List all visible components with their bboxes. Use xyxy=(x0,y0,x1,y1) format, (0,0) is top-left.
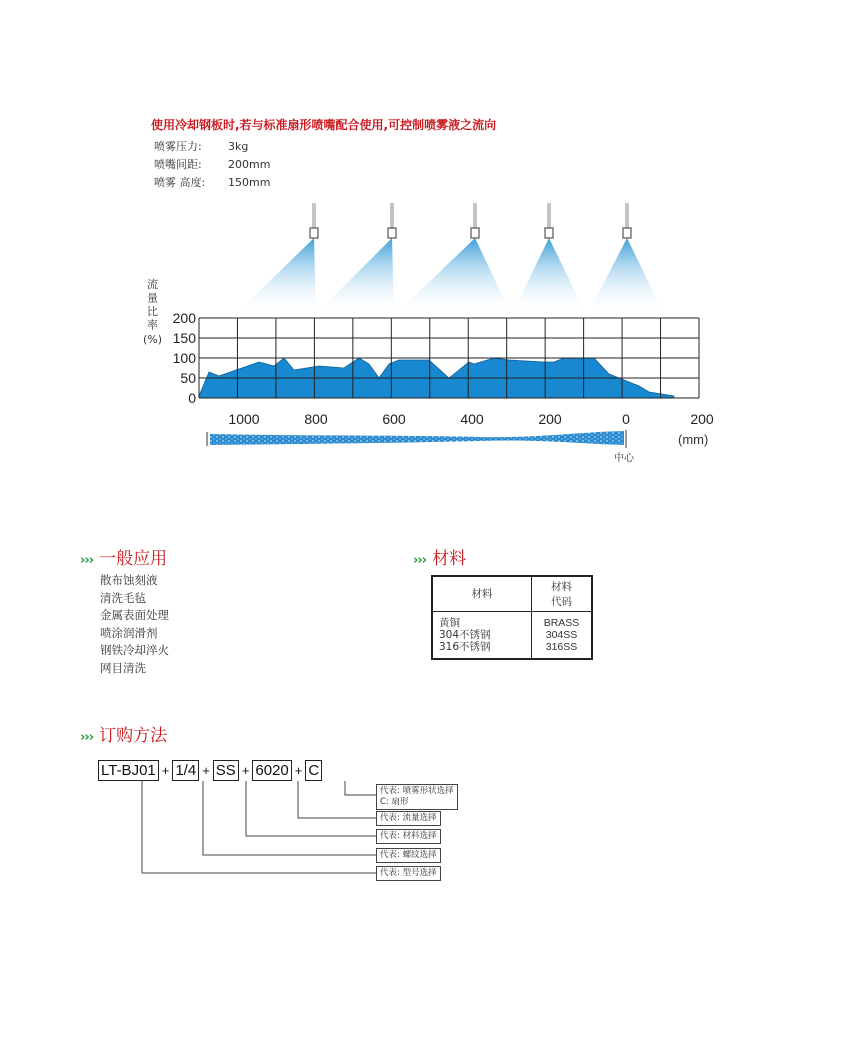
chevron-marker-icon: ››› xyxy=(413,553,427,568)
code-part-model: LT-BJ01 xyxy=(98,760,159,781)
material-code: 304SS xyxy=(545,628,578,641)
spec-value: 200mm xyxy=(228,158,271,171)
material-code: 316SS xyxy=(545,640,578,653)
x-tick-label: 800 xyxy=(304,411,328,427)
header-material: 材料 xyxy=(432,576,532,611)
x-tick-label: 400 xyxy=(460,411,484,427)
list-item: 网目清洗 xyxy=(100,660,146,675)
list-item: 钢铁冷却淬火 xyxy=(100,643,169,657)
code-part-shape: C xyxy=(305,760,322,781)
plus-sign: + xyxy=(241,763,250,778)
label-line: 代表: 喷雾形状选择 xyxy=(380,786,454,796)
y-tick-label: 50 xyxy=(180,370,196,386)
label-line: C: 扇形 xyxy=(380,797,409,807)
x-tick-label: 0 xyxy=(622,411,630,427)
code-part-material: SS xyxy=(213,760,239,781)
applications-title: 一般应用 xyxy=(99,549,168,569)
x-tick-label: 600 xyxy=(382,411,406,427)
y-tick-label: 0 xyxy=(188,390,196,406)
ordering-title: 订购方法 xyxy=(99,726,168,746)
spec-label: 喷雾 高度: xyxy=(154,176,206,189)
header-note: 使用冷却钢板时,若与标准扇形喷嘴配合使用,可控制喷雾液之流向 xyxy=(151,118,497,132)
spec-label: 喷雾压力: xyxy=(154,140,202,153)
code-part-flow: 6020 xyxy=(252,760,291,781)
y-axis-label: 流量比率 xyxy=(147,278,158,332)
plus-sign: + xyxy=(202,763,210,778)
material-code: BRASS xyxy=(543,616,580,629)
x-tick-label: 1000 xyxy=(228,411,260,427)
y-tick-label: 150 xyxy=(172,330,196,346)
materials-title: 材料 xyxy=(432,549,467,569)
list-item: 喷涂润滑剂 xyxy=(100,625,158,640)
x-tick-label: 200 xyxy=(538,411,562,427)
list-item: 金属表面处理 xyxy=(100,608,169,622)
code-part-thread: 1/4 xyxy=(172,760,199,781)
list-item: 清洗毛毡 xyxy=(100,590,146,605)
spec-value: 150mm xyxy=(228,176,271,189)
chevron-marker-icon: ››› xyxy=(80,730,94,745)
plus-sign: + xyxy=(294,763,303,778)
material-name: 316不锈钢 xyxy=(439,640,491,653)
material-name: 304不锈钢 xyxy=(439,628,491,641)
y-tick-label: 200 xyxy=(172,310,196,326)
label-flow: 代表: 流量选择 xyxy=(376,811,441,826)
x-axis-unit: (mm) xyxy=(678,432,709,447)
label-material: 代表: 材料选择 xyxy=(376,829,441,844)
plus-sign: + xyxy=(161,763,170,778)
header-code-line: 材料 xyxy=(551,580,572,593)
y-tick-label: 100 xyxy=(172,350,196,366)
center-label: 中心 xyxy=(614,453,634,464)
y-axis-unit: (%) xyxy=(143,333,163,346)
header-code-line: 代码 xyxy=(551,595,572,608)
chevron-marker-icon: ››› xyxy=(80,553,94,568)
x-tick-label: 200 xyxy=(690,411,714,427)
material-name: 黄铜 xyxy=(439,616,460,629)
label-thread: 代表: 螺纹选择 xyxy=(376,848,441,863)
spec-label: 喷嘴间距: xyxy=(154,158,202,171)
label-model: 代表: 型号选择 xyxy=(376,866,441,881)
list-item: 散布蚀刻液 xyxy=(100,573,158,587)
label-shape xyxy=(376,784,458,810)
spec-value: 3kg xyxy=(228,140,249,153)
